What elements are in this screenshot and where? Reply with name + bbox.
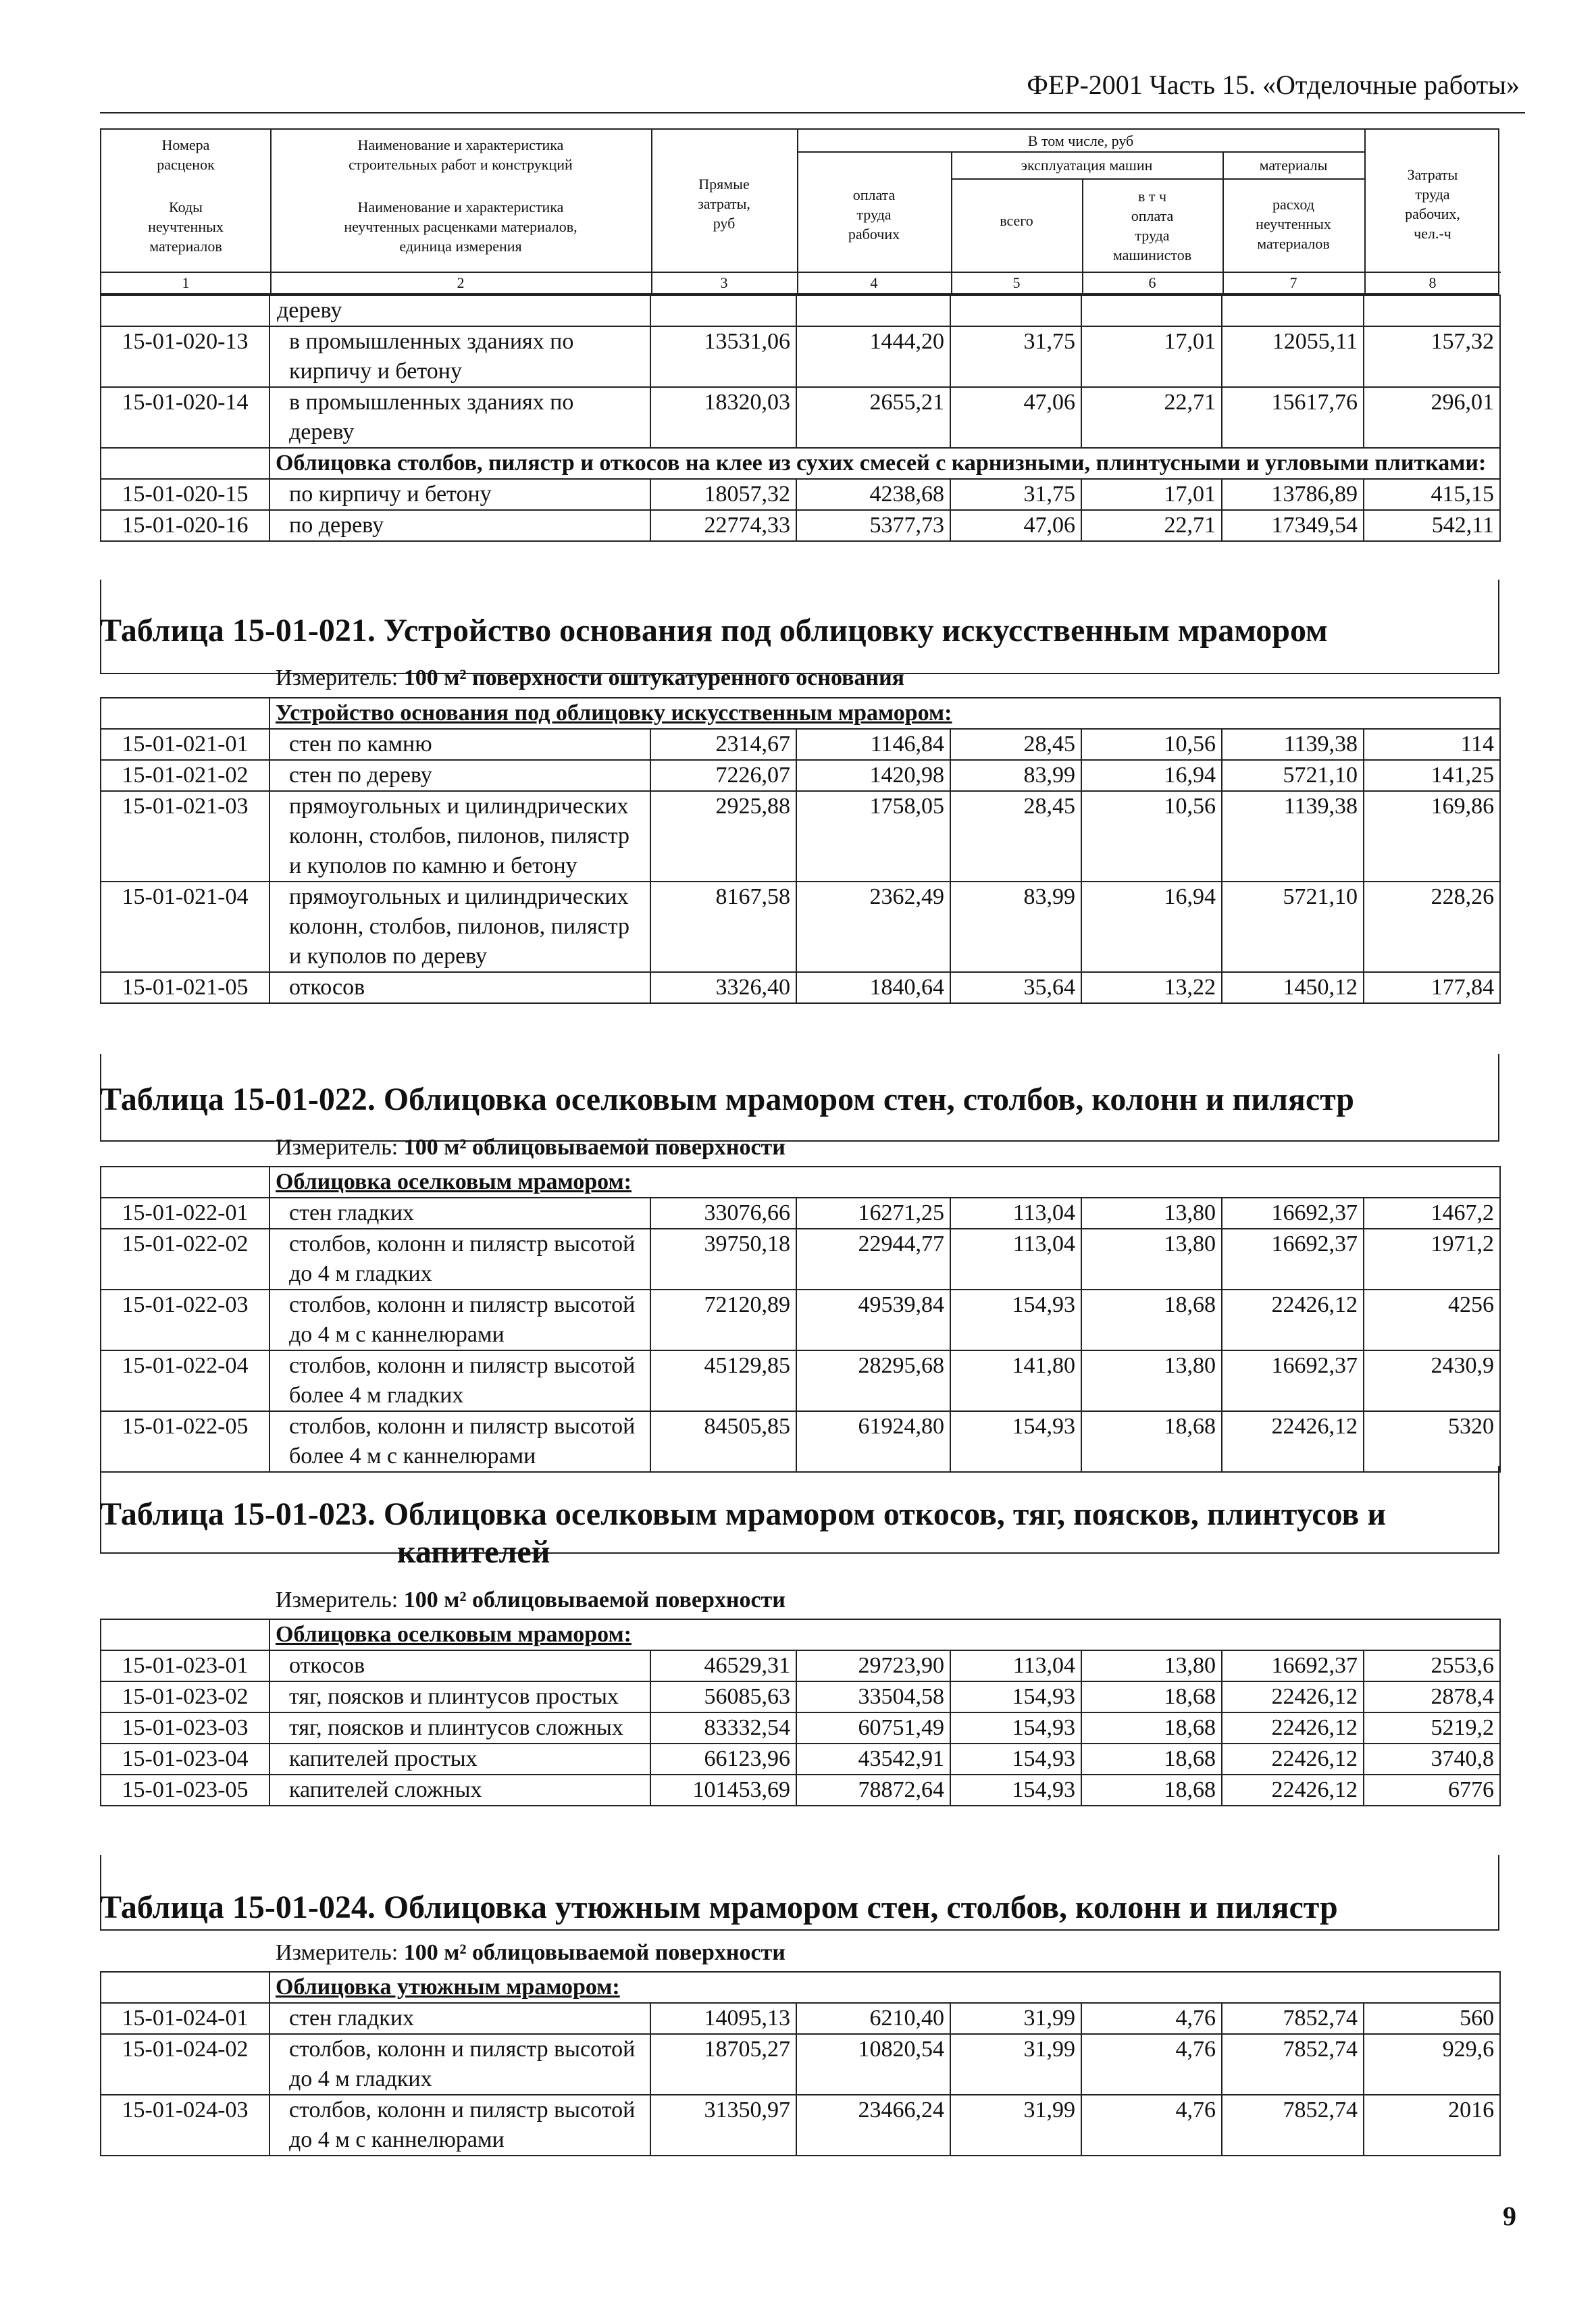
cell-machines-total: 113,04 [950, 1229, 1081, 1290]
table-row [101, 1712, 1500, 1744]
cell-materials: 7852,74 [1222, 2003, 1364, 2034]
header-col4: оплата труда рабочих [848, 186, 900, 243]
row-code: 15-01-023-05 [101, 1775, 269, 1806]
cell-labor-hours: 169,86 [1364, 791, 1500, 882]
cell-direct-costs: 45129,85 [650, 1350, 796, 1411]
cell-materials: 1139,38 [1222, 791, 1364, 882]
cell-labor-hours: 296,01 [1364, 387, 1500, 448]
column-number: 2 [457, 274, 465, 291]
table-row [101, 882, 1500, 972]
row-code: 15-01-023-03 [101, 1712, 269, 1744]
row-name: стен по дереву [269, 760, 650, 791]
cell-direct-costs: 14095,13 [650, 2003, 796, 2034]
cell-labor-hours: 415,15 [1364, 479, 1500, 510]
cell-operators-pay: 4,76 [1081, 2003, 1222, 2034]
cell-operators-pay: 13,80 [1081, 1229, 1222, 1290]
cell-labor-hours: 1467,2 [1364, 1198, 1500, 1229]
cell-labor-hours: 1971,2 [1364, 1229, 1500, 1290]
measure-line [276, 1587, 786, 1613]
cell-labor-pay: 43542,91 [796, 1744, 950, 1775]
cell-materials: 1450,12 [1222, 972, 1364, 1003]
cell-materials: 22426,12 [1222, 1712, 1364, 1744]
cell-labor-pay: 28295,68 [796, 1350, 950, 1411]
cell-labor-pay: 60751,49 [796, 1712, 950, 1744]
row-code: 15-01-024-02 [101, 2034, 269, 2095]
subheading: Облицовка утюжным мрамором: [269, 1972, 1500, 2003]
cell-labor-hours: 2553,6 [1364, 1650, 1500, 1681]
header-col6: в т ч оплата труда машинистов [1112, 188, 1192, 263]
cell-labor-hours: 4256 [1364, 1290, 1500, 1350]
table-15-01-021 [100, 697, 1501, 1004]
cell-operators-pay: 16,94 [1081, 760, 1222, 791]
table-row [101, 791, 1500, 882]
cell-machines-total: 141,80 [950, 1350, 1081, 1411]
cell-operators-pay: 13,80 [1081, 1198, 1222, 1229]
measure-line [276, 665, 904, 691]
row-name: прямоугольных и цилиндрических колонн, столбов, пилонов, пилястр и куполов по дереву [269, 882, 650, 972]
subheading-row [101, 1619, 1500, 1650]
cell-machines-total: 31,75 [950, 326, 1081, 387]
cell-operators-pay: 18,68 [1081, 1712, 1222, 1744]
table-row [101, 1681, 1500, 1712]
cell-materials: 22426,12 [1222, 1775, 1364, 1806]
cell-operators-pay: 17,01 [1081, 479, 1222, 510]
header-col7: расход неучтенных материалов [1256, 196, 1331, 252]
running-title: ФЕР-2001 Часть 15. «Отделочные работы» [1027, 70, 1520, 100]
table-title: Таблица 15-01-021. Устройство основания под облицовку искусственным мрамором [100, 613, 1328, 649]
header-materials-group: материалы [1259, 157, 1328, 174]
measure-label: Измеритель: [276, 1135, 398, 1160]
cell-labor-pay: 10820,54 [796, 2034, 950, 2095]
cell-labor-pay: 6210,40 [796, 2003, 950, 2034]
cell-labor-pay: 5377,73 [796, 510, 950, 541]
cell-labor-hours: 228,26 [1364, 882, 1500, 972]
table-row [101, 387, 1500, 448]
measure-value: 100 м² облицовываемой поверхности [403, 1940, 786, 1965]
cell-machines-total: 154,93 [950, 1744, 1081, 1775]
row-name: в промышленных зданиях по кирпичу и бетону [269, 326, 650, 387]
cell-direct-costs: 18705,27 [650, 2034, 796, 2095]
subheading-row [101, 1972, 1500, 2003]
cell-labor-hours: 6776 [1364, 1775, 1500, 1806]
cell-labor-pay: 29723,90 [796, 1650, 950, 1681]
cell-direct-costs: 13531,06 [650, 326, 796, 387]
cell-materials: 16692,37 [1222, 1198, 1364, 1229]
cell-materials: 7852,74 [1222, 2095, 1364, 2156]
table-15-01-023 [100, 1619, 1501, 1806]
cell-direct-costs: 101453,69 [650, 1775, 796, 1806]
cell-materials: 5721,10 [1222, 760, 1364, 791]
cell-direct-costs: 84505,85 [650, 1411, 796, 1472]
cell-operators-pay: 17,01 [1081, 326, 1222, 387]
row-code: 15-01-021-01 [101, 729, 269, 760]
row-name: столбов, колонн и пилястр высотой до 4 м с каннелюрами [269, 2095, 650, 2156]
measure-line [276, 1135, 786, 1161]
table-row [101, 2003, 1500, 2034]
measure-label: Измеритель: [276, 665, 398, 690]
row-code: 15-01-023-02 [101, 1681, 269, 1712]
row-name: капителей сложных [269, 1775, 650, 1806]
row-name: в промышленных зданиях по дереву [269, 387, 650, 448]
header-col3: Прямые затраты, руб [698, 176, 750, 232]
cell-operators-pay: 13,80 [1081, 1650, 1222, 1681]
cell-materials: 1139,38 [1222, 729, 1364, 760]
table-row [101, 760, 1500, 791]
row-code: 15-01-023-01 [101, 1650, 269, 1681]
cell-materials: 13786,89 [1222, 479, 1364, 510]
cell-machines-total: 83,99 [950, 760, 1081, 791]
cell-machines-total: 47,06 [950, 510, 1081, 541]
row-code: 15-01-020-15 [101, 479, 269, 510]
header-col1-bottom: Коды неучтенных материалов [148, 199, 224, 255]
cell-machines-total: 31,99 [950, 2003, 1081, 2034]
table-row [101, 1411, 1500, 1472]
table-row [101, 1775, 1500, 1806]
table-title: Таблица 15-01-023. Облицовка оселковым мрамором откосов, тяг, поясков, плинтусов и [100, 1496, 1386, 1532]
row-code: 15-01-020-13 [101, 326, 269, 387]
measure-value: 100 м² поверхности оштукатуренного основания [403, 665, 905, 690]
cell-materials: 12055,11 [1222, 326, 1364, 387]
cell-labor-pay: 1444,20 [796, 326, 950, 387]
cell-machines-total: 35,64 [950, 972, 1081, 1003]
table-15-01-022 [100, 1166, 1501, 1473]
cell-machines-total: 154,93 [950, 1681, 1081, 1712]
row-code: 15-01-022-05 [101, 1411, 269, 1472]
row-name: прямоугольных и цилиндрических колонн, столбов, пилонов, пилястр и куполов по камню и бетону [269, 791, 650, 882]
table-title-continuation: капителей [397, 1534, 550, 1570]
cell-labor-hours: 3740,8 [1364, 1744, 1500, 1775]
cell-labor-hours: 5320 [1364, 1411, 1500, 1472]
column-number: 1 [182, 274, 190, 291]
cell-materials: 7852,74 [1222, 2034, 1364, 2095]
cell-labor-pay: 1420,98 [796, 760, 950, 791]
cell-operators-pay: 10,56 [1081, 791, 1222, 882]
table-row [101, 510, 1500, 541]
measure-value: 100 м² облицовываемой поверхности [403, 1135, 786, 1160]
cell-materials: 22426,12 [1222, 1290, 1364, 1350]
row-code: 15-01-021-03 [101, 791, 269, 882]
cell-operators-pay: 22,71 [1081, 510, 1222, 541]
table-title-block [100, 1496, 1505, 1571]
table-row [101, 1229, 1500, 1290]
column-number: 7 [1289, 274, 1297, 291]
row-code: 15-01-022-01 [101, 1198, 269, 1229]
column-header-block [100, 128, 1499, 295]
row-code: 15-01-022-02 [101, 1229, 269, 1290]
cell-labor-pay: 4238,68 [796, 479, 950, 510]
continuation-table [100, 295, 1501, 542]
header-group-title: В том числе, руб [1027, 132, 1134, 149]
header-col5: всего [1000, 212, 1033, 229]
cell-direct-costs: 56085,63 [650, 1681, 796, 1712]
row-name: столбов, колонн и пилястр высотой до 4 м с каннелюрами [269, 1290, 650, 1350]
row-name: столбов, колонн и пилястр высотой более 4 м с каннелюрами [269, 1411, 650, 1472]
cell-materials: 22426,12 [1222, 1411, 1364, 1472]
cell-materials: 22426,12 [1222, 1681, 1364, 1712]
cell-labor-hours: 2878,4 [1364, 1681, 1500, 1712]
subheading-row [101, 1167, 1500, 1198]
row-name: по дереву [269, 510, 650, 541]
row-code: 15-01-022-03 [101, 1290, 269, 1350]
row-code: 15-01-024-03 [101, 2095, 269, 2156]
cell-operators-pay: 18,68 [1081, 1681, 1222, 1712]
cell-operators-pay: 13,22 [1081, 972, 1222, 1003]
cell-operators-pay: 18,68 [1081, 1744, 1222, 1775]
cell-operators-pay: 18,68 [1081, 1290, 1222, 1350]
table-row [101, 2034, 1500, 2095]
column-number: 4 [870, 274, 878, 291]
row-code: 15-01-020-16 [101, 510, 269, 541]
cell-operators-pay: 4,76 [1081, 2095, 1222, 2156]
cell-direct-costs: 2314,67 [650, 729, 796, 760]
row-code: 15-01-021-04 [101, 882, 269, 972]
cell-materials: 16692,37 [1222, 1350, 1364, 1411]
table-title: Таблица 15-01-024. Облицовка утюжным мрамором стен, столбов, колонн и пилястр [100, 1889, 1338, 1925]
cell-labor-hours: 157,32 [1364, 326, 1500, 387]
cell-machines-total: 31,75 [950, 479, 1081, 510]
cell-operators-pay: 10,56 [1081, 729, 1222, 760]
cell-labor-hours: 2016 [1364, 2095, 1500, 2156]
cell-operators-pay: 16,94 [1081, 882, 1222, 972]
header-col2-top: Наименование и характеристика строительных работ и конструкций [349, 136, 573, 173]
cell-operators-pay: 4,76 [1081, 2034, 1222, 2095]
cell-direct-costs: 31350,97 [650, 2095, 796, 2156]
cell-direct-costs: 2925,88 [650, 791, 796, 882]
row-code: 15-01-021-02 [101, 760, 269, 791]
cell-direct-costs: 33076,66 [650, 1198, 796, 1229]
cell-labor-hours: 177,84 [1364, 972, 1500, 1003]
cell-materials: 5721,10 [1222, 882, 1364, 972]
measure-line [276, 1940, 786, 1966]
cell-machines-total: 28,45 [950, 729, 1081, 760]
cell-direct-costs: 18057,32 [650, 479, 796, 510]
cell-labor-pay: 2655,21 [796, 387, 950, 448]
cell-labor-pay: 78872,64 [796, 1775, 950, 1806]
table-row [101, 729, 1500, 760]
row-name: столбов, колонн и пилястр высотой более 4 м гладких [269, 1350, 650, 1411]
table-row [101, 1198, 1500, 1229]
measure-label: Измеритель: [276, 1587, 398, 1612]
cell-machines-total: 154,93 [950, 1411, 1081, 1472]
cell-labor-pay: 61924,80 [796, 1411, 950, 1472]
measure-label: Измеритель: [276, 1940, 398, 1965]
cell-direct-costs: 18320,03 [650, 387, 796, 448]
row-name: столбов, колонн и пилястр высотой до 4 м гладких [269, 2034, 650, 2095]
row-name: тяг, поясков и плинтусов простых [269, 1681, 650, 1712]
cell-labor-pay: 33504,58 [796, 1681, 950, 1712]
cell-operators-pay: 18,68 [1081, 1775, 1222, 1806]
group-row [101, 448, 1500, 479]
cell-machines-total: 83,99 [950, 882, 1081, 972]
cell-labor-pay: 1758,05 [796, 791, 950, 882]
cell-direct-costs: 3326,40 [650, 972, 796, 1003]
cell-direct-costs: 22774,33 [650, 510, 796, 541]
cell-operators-pay: 22,71 [1081, 387, 1222, 448]
row-name: стен по камню [269, 729, 650, 760]
cell-labor-hours: 141,25 [1364, 760, 1500, 791]
cell-machines-total: 154,93 [950, 1290, 1081, 1350]
running-header [100, 62, 1525, 113]
cell-direct-costs: 8167,58 [650, 882, 796, 972]
cell-machines-total: 113,04 [950, 1650, 1081, 1681]
row-name: стен гладких [269, 2003, 650, 2034]
table-row [101, 1744, 1500, 1775]
column-number: 5 [1012, 274, 1021, 291]
table-row [101, 1350, 1500, 1411]
column-number: 8 [1428, 274, 1437, 291]
cell-labor-hours: 560 [1364, 2003, 1500, 2034]
cell-direct-costs: 83332,54 [650, 1712, 796, 1744]
cell-direct-costs: 7226,07 [650, 760, 796, 791]
row-name: дереву [269, 295, 650, 326]
cell-machines-total: 31,99 [950, 2034, 1081, 2095]
cell-labor-pay: 16271,25 [796, 1198, 950, 1229]
cell-direct-costs: 46529,31 [650, 1650, 796, 1681]
cell-materials: 16692,37 [1222, 1229, 1364, 1290]
subheading: Облицовка оселковым мрамором: [269, 1619, 1500, 1650]
header-col2-bottom: Наименование и характеристика неучтенных расценками материалов, единица измерения [344, 199, 577, 255]
cell-labor-pay: 1840,64 [796, 972, 950, 1003]
row-code: 15-01-024-01 [101, 2003, 269, 2034]
table-row [101, 479, 1500, 510]
row-name: по кирпичу и бетону [269, 479, 650, 510]
row-code: 15-01-022-04 [101, 1350, 269, 1411]
row-name: откосов [269, 1650, 650, 1681]
cell-direct-costs: 39750,18 [650, 1229, 796, 1290]
cell-labor-hours: 2430,9 [1364, 1350, 1500, 1411]
header-col8: Затраты труда рабочих, чел.-ч [1405, 166, 1460, 242]
cell-labor-pay: 23466,24 [796, 2095, 950, 2156]
cell-machines-total: 31,99 [950, 2095, 1081, 2156]
cell-operators-pay: 13,80 [1081, 1350, 1222, 1411]
subheading: Устройство основания под облицовку искусственным мрамором: [269, 698, 1500, 729]
header-col1-top: Номера расценок [157, 136, 215, 173]
row-code: 15-01-021-05 [101, 972, 269, 1003]
cell-machines-total: 47,06 [950, 387, 1081, 448]
table-15-01-024 [100, 1971, 1501, 2156]
table-row [101, 2095, 1500, 2156]
column-number: 6 [1148, 274, 1156, 291]
header-machines-group: эксплуатация машин [1021, 157, 1153, 174]
cell-labor-pay: 2362,49 [796, 882, 950, 972]
cell-machines-total: 154,93 [950, 1712, 1081, 1744]
cell-labor-pay: 49539,84 [796, 1290, 950, 1350]
cell-materials: 16692,37 [1222, 1650, 1364, 1681]
cell-materials: 22426,12 [1222, 1744, 1364, 1775]
row-name: стен гладких [269, 1198, 650, 1229]
column-number: 3 [720, 274, 728, 291]
row-name: откосов [269, 972, 650, 1003]
cell-labor-hours: 5219,2 [1364, 1712, 1500, 1744]
table-row [101, 295, 1500, 326]
row-code: 15-01-023-04 [101, 1744, 269, 1775]
subheading: Облицовка оселковым мрамором: [269, 1167, 1500, 1198]
table-row [101, 972, 1500, 1003]
group-heading: Облицовка столбов, пилястр и откосов на клее из сухих смесей с карнизными, плинтусными и угловыми плитками: [269, 448, 1500, 479]
row-name: тяг, поясков и плинтусов сложных [269, 1712, 650, 1744]
cell-machines-total: 28,45 [950, 791, 1081, 882]
table-row [101, 326, 1500, 387]
cell-operators-pay: 18,68 [1081, 1411, 1222, 1472]
cell-direct-costs: 72120,89 [650, 1290, 796, 1350]
table-row [101, 1290, 1500, 1350]
measure-value: 100 м² облицовываемой поверхности [403, 1587, 786, 1612]
cell-machines-total: 154,93 [950, 1775, 1081, 1806]
row-code: 15-01-020-14 [101, 387, 269, 448]
cell-labor-hours: 542,11 [1364, 510, 1500, 541]
cell-labor-pay: 1146,84 [796, 729, 950, 760]
page-number: 9 [1503, 2201, 1516, 2231]
cell-materials: 15617,76 [1222, 387, 1364, 448]
cell-labor-hours: 929,6 [1364, 2034, 1500, 2095]
table-title: Таблица 15-01-022. Облицовка оселковым мрамором стен, столбов, колонн и пилястр [100, 1082, 1354, 1117]
row-name: столбов, колонн и пилястр высотой до 4 м гладких [269, 1229, 650, 1290]
cell-labor-hours: 114 [1364, 729, 1500, 760]
table-row [101, 1650, 1500, 1681]
cell-direct-costs: 66123,96 [650, 1744, 796, 1775]
cell-machines-total: 113,04 [950, 1198, 1081, 1229]
cell-materials: 17349,54 [1222, 510, 1364, 541]
row-name: капителей простых [269, 1744, 650, 1775]
cell-labor-pay: 22944,77 [796, 1229, 950, 1290]
subheading-row [101, 698, 1500, 729]
